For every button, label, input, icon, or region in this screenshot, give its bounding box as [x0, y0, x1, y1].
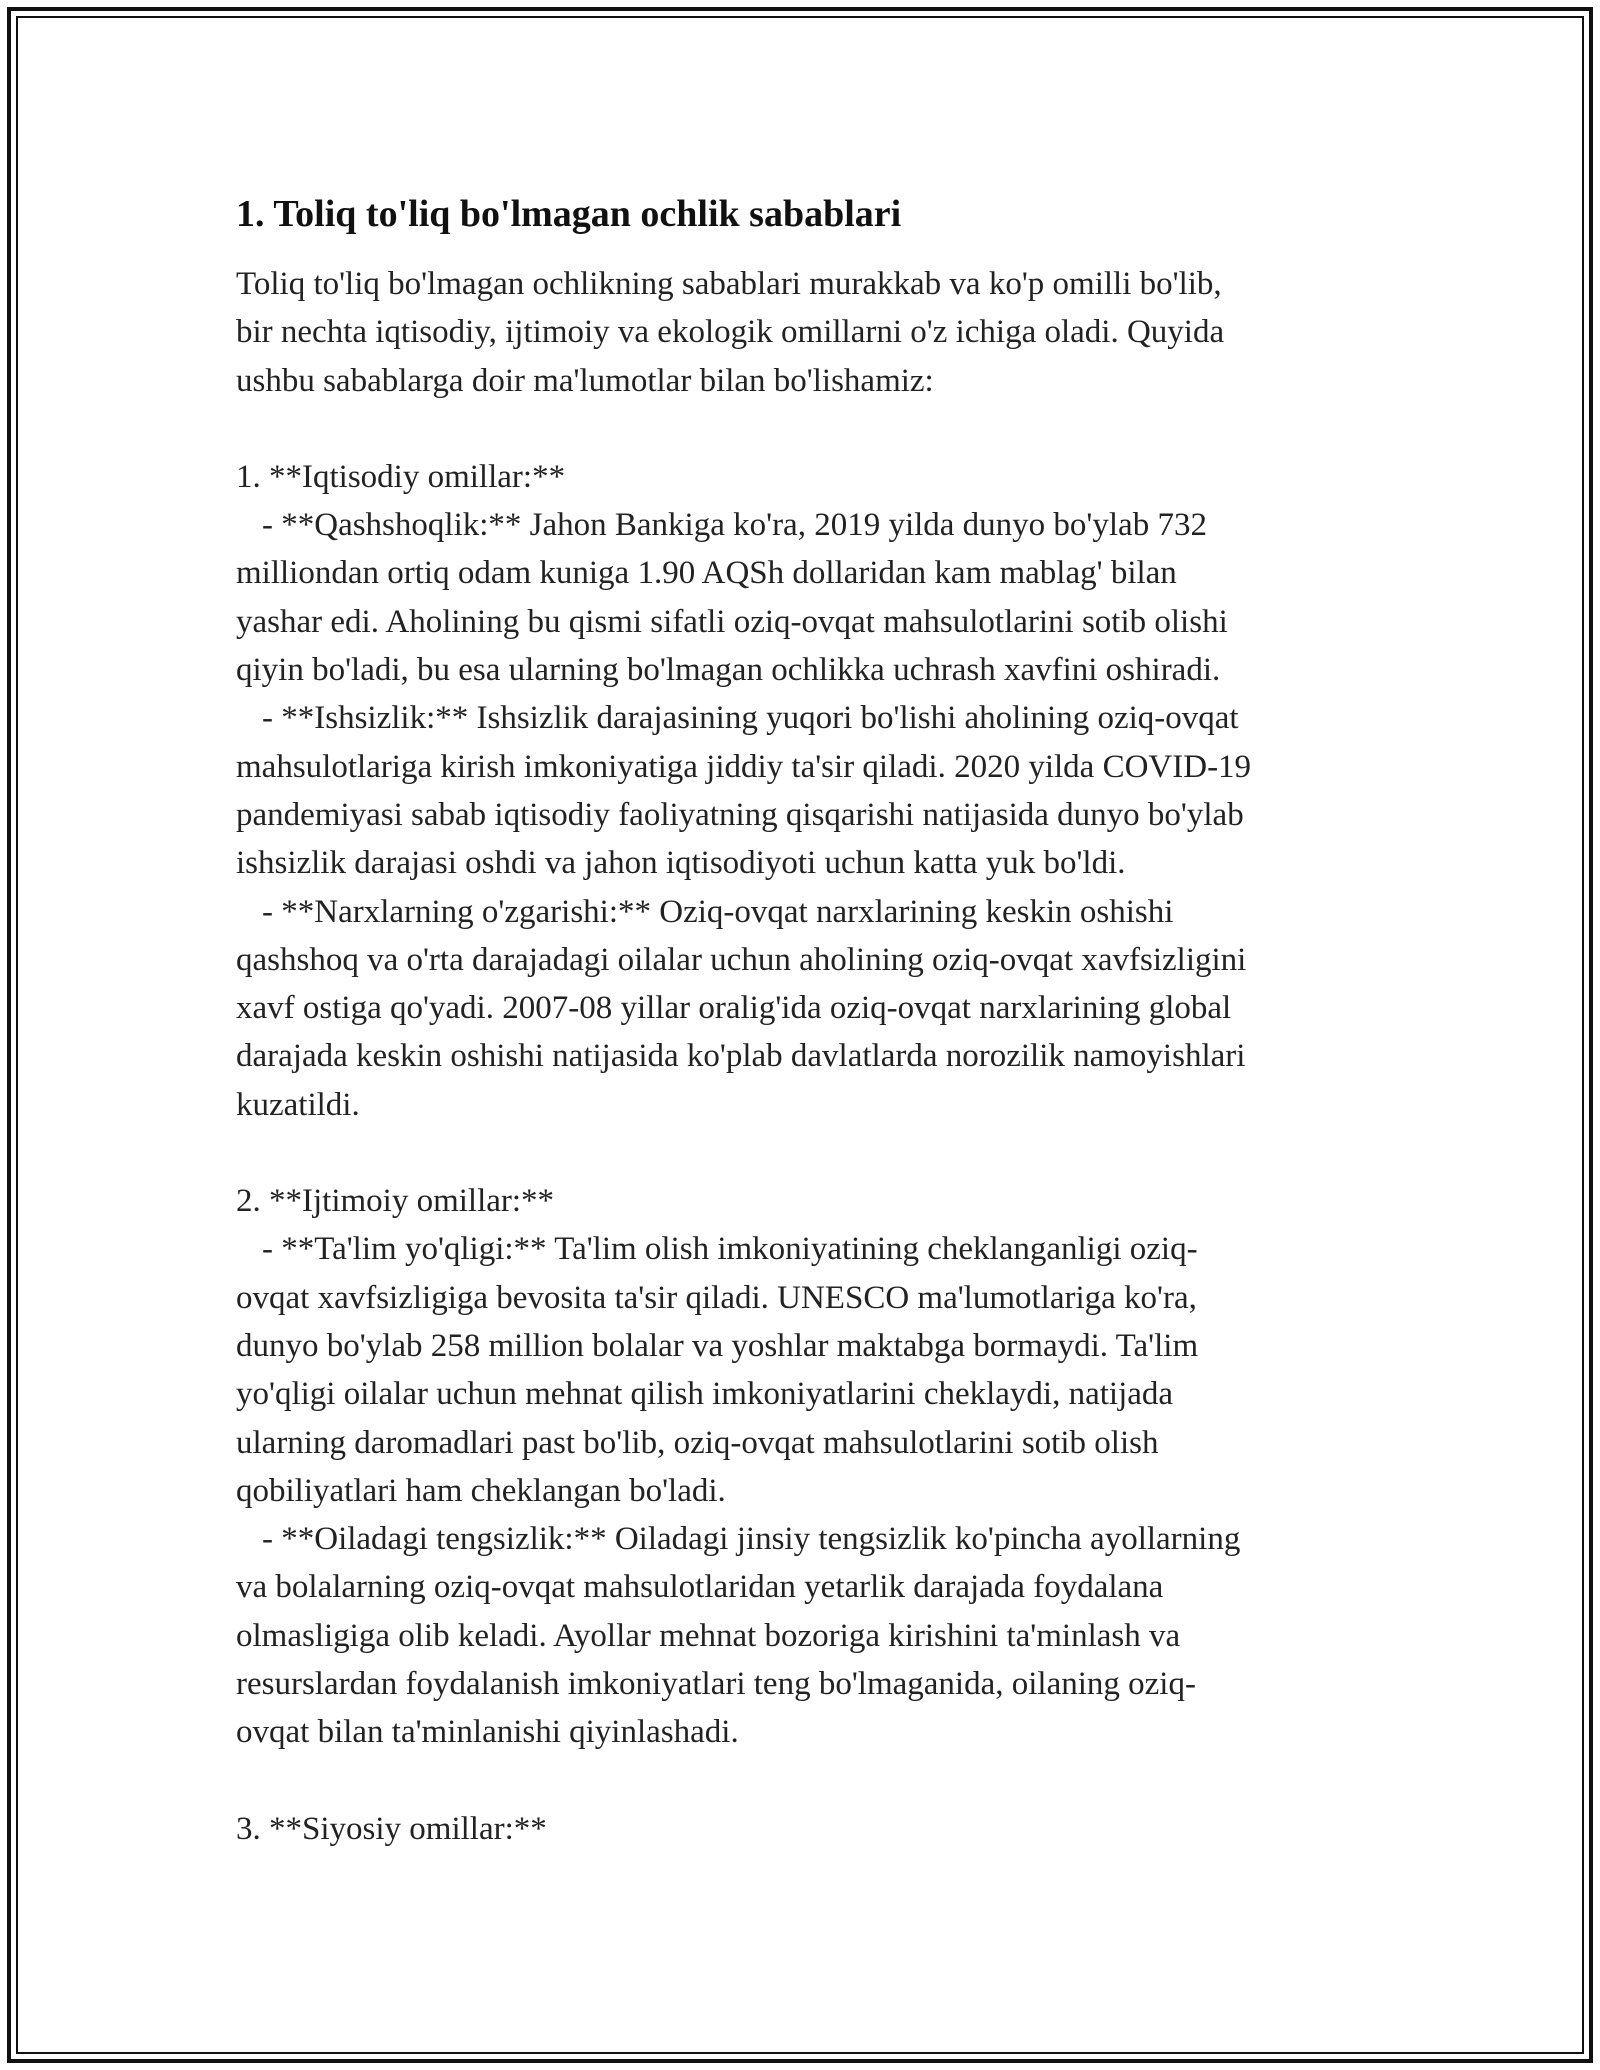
text-line: milliondan ortiq odam kuniga 1.90 AQSh dollaridan kam mablag' bilan: [236, 555, 1177, 592]
text-line: qobiliyatlari ham cheklangan bo'ladi.: [236, 1472, 726, 1509]
text-line: resurslardan foydalanish imkoniyatlari teng bo'lmaganida, oilaning oziq-: [236, 1666, 1196, 1703]
text-line: ushbu sabablarga doir ma'lumotlar bilan bo'lishamiz:: [236, 362, 934, 399]
list-item: [236, 888, 1366, 1129]
text-line: Toliq to'liq bo'lmagan ochlikning sabablari murakkab va ko'p omilli bo'lib,: [236, 266, 1222, 302]
text-line: qiyin bo'ladi, bu esa ularning bo'lmagan ochlikka uchrash xavfini oshiradi.: [236, 652, 1221, 689]
text-line: ishsizlik darajasi oshdi va jahon iqtisodiyoti uchun katta yuk bo'ldi.: [236, 845, 1126, 882]
text-line: - **Ta'lim yo'qligi:** Ta'lim olish imkoniyatining cheklanganligi oziq-: [262, 1231, 1198, 1268]
text-line: darajada keskin oshishi natijasida ko'plab davlatlarda norozilik namoyishlari: [236, 1038, 1246, 1075]
page-title: 1. Toliq to'liq bo'lmagan ochlik sabablari: [236, 193, 902, 235]
text-line: - **Ishsizlik:** Ishsizlik darajasining yuqori bo'lishi aholining oziq-ovqat: [262, 700, 1239, 737]
section-economic: [236, 453, 1366, 1129]
text-line: ularning daromadlari past bo'lib, oziq-ovqat mahsulotlarini sotib olish: [236, 1424, 1159, 1461]
text-line: pandemiyasi sabab iqtisodiy faoliyatning qisqarishi natijasida dunyo bo'ylab: [236, 796, 1244, 833]
text-line: ovqat bilan ta'minlanishi qiyinlashadi.: [236, 1714, 739, 1751]
text-line: mahsulotlariga kirish imkoniyatiga jiddiy ta'sir qiladi. 2020 yilda COVID-19: [236, 748, 1252, 785]
list-item: [236, 694, 1366, 887]
text-line: - **Oiladagi tengsizlik:** Oiladagi jinsiy tengsizlik ko'pincha ayollarning: [262, 1521, 1241, 1558]
section-heading: 3. **Siyosiy omillar:**: [236, 1810, 547, 1847]
text-line: xavf ostiga qo'yadi. 2007-08 yillar oralig'ida oziq-ovqat narxlarining global: [236, 990, 1232, 1027]
text-line: qashshoq va o'rta darajadagi oilalar uchun aholining oziq-ovqat xavfsizligini: [236, 941, 1247, 978]
text-line: bir nechta iqtisodiy, ijtimoiy va ekologik omillarni o'z ichiga oladi. Quyida: [236, 314, 1225, 351]
text-line: kuzatildi.: [236, 1086, 360, 1123]
text-line: ovqat xavfsizligiga bevosita ta'sir qiladi. UNESCO ma'lumotlariga ko'ra,: [236, 1279, 1197, 1316]
text-line: - **Qashshoqlik:** Jahon Bankiga ko'ra, 2019 yilda dunyo bo'ylab 732: [262, 507, 1207, 544]
text-line: dunyo bo'ylab 258 million bolalar va yoshlar maktabga bormaydi. Ta'lim: [236, 1327, 1199, 1364]
section-heading: 1. **Iqtisodiy omillar:**: [236, 458, 566, 495]
text-line: yashar edi. Aholining bu qismi sifatli oziq-ovqat mahsulotlarini sotib olishi: [236, 603, 1228, 640]
text-line: - **Narxlarning o'zgarishi:** Oziq-ovqat narxlarining keskin oshishi: [262, 893, 1174, 930]
text-line: olmasligiga olib keladi. Ayollar mehnat bozoriga kirishini ta'minlash va: [236, 1617, 1181, 1654]
list-item: [236, 1515, 1366, 1756]
text-line: yo'qligi oilalar uchun mehnat qilish imkoniyatlarini cheklaydi, natijada: [236, 1376, 1174, 1413]
text-line: va bolalarning oziq-ovqat mahsulotlaridan yetarlik darajada foydalana: [236, 1569, 1164, 1606]
section-heading: 2. **Ijtimoiy omillar:**: [236, 1183, 555, 1220]
list-item: [236, 501, 1366, 694]
list-item: [236, 1225, 1366, 1515]
section-social: [236, 1177, 1366, 1757]
section-political: [236, 1805, 1366, 1853]
intro-paragraph: [236, 260, 1366, 405]
document-body: [236, 186, 1366, 1853]
